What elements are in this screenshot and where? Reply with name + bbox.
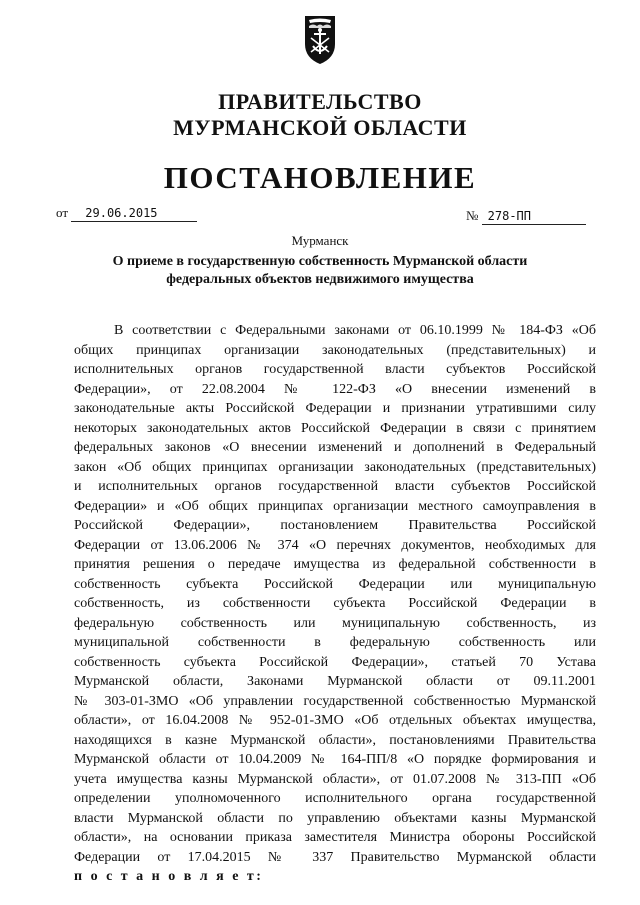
body-line: общих принципах организации законодательных (представительных) и: [74, 342, 596, 358]
organization-title-line1: ПРАВИТЕЛЬСТВО: [218, 89, 422, 114]
body-line: принятия решения о передаче имущества из федеральной собственности в: [74, 557, 596, 572]
resolution-keyword: п о с т а н о в л я е т:: [74, 869, 264, 884]
document-type-title: ПОСТАНОВЛЕНИЕ: [163, 160, 477, 195]
date-value: 29.06.2015: [71, 206, 197, 222]
organization-title-line2: МУРМАНСКОЙ ОБЛАСТИ: [173, 115, 467, 140]
body-line: Федерации» и «Об общих принципах организации местного самоуправления в: [74, 498, 596, 514]
body-line: некоторых законодательных актов Российской Федерации в связи с принятием: [74, 420, 596, 436]
body-line: Мурманской области от 10.04.2009 № 164-ПП/8 «О порядке формирования и: [74, 752, 596, 767]
body-line: собственность, из собственности субъекта Российской Федерации в: [74, 596, 596, 611]
body-line: и исполнительных органов государственной власти субъектов Российской: [74, 479, 596, 494]
body-line: законодательные акты Российской Федерации и признании утратившими силу: [74, 401, 596, 416]
body-line: определении уполномоченного исполнительного органа государственной: [74, 791, 596, 806]
body-line: закон «Об общих принципах организации законодательных (представительных): [74, 459, 596, 475]
body-line: учета имущества казны Мурманской области», от 01.07.2008 № 313-ПП «Об: [74, 771, 596, 787]
number-prefix: №: [466, 208, 479, 223]
body-line: области», от 16.04.2008 № 952-01-ЗМО «Об отдельных объектах имущества,: [74, 713, 596, 728]
body-line: Мурманской области, Законами Мурманской области от 09.11.2001: [74, 674, 596, 689]
body-line: Федерации от 13.06.2006 № 374 «О перечнях документов, необходимых для: [74, 537, 596, 553]
body-line: собственность субъекта Российской Федерации или муниципальную: [74, 576, 596, 592]
body-line: Российской Федерации», постановлением Правительства Российской: [74, 518, 596, 533]
coat-of-arms-icon: [299, 14, 341, 66]
body-line: федеральную собственность или муниципальную собственность, из: [74, 615, 596, 631]
body-line: Федерации», от 22.08.2004 № 122-ФЗ «О внесении изменений в: [74, 381, 596, 397]
body-line: находящихся в казне Мурманской области», постановлениями Правительства: [74, 732, 596, 748]
date-prefix: от: [56, 205, 69, 220]
document-date: [56, 205, 197, 222]
body-line: муниципальной собственности в федеральную собственность или: [74, 635, 596, 650]
body-line: исполнительных органов государственной власти субъектов Российской: [74, 362, 596, 377]
body-line: В соответствии с Федеральными законами от 06.10.1999 № 184-ФЗ «Об: [114, 323, 596, 338]
body-line: области», на основании приказа заместителя Министра обороны Российской: [74, 830, 596, 845]
body-line: власти Мурманской области по управлению объектами казны Мурманской: [74, 810, 596, 826]
body-line: № 303-01-ЗМО «Об управлении государственной собственностью Мурманской: [74, 693, 596, 709]
document-number: [466, 208, 586, 225]
number-value: 278-ПП: [482, 209, 586, 225]
document-body: [74, 321, 596, 887]
body-line: федеральных законов «О внесении изменений и дополнений в Федеральный: [74, 440, 596, 455]
body-line: Федерации от 17.04.2015 № 337 Правительство Мурманской области: [74, 849, 596, 865]
body-line: собственность субъекта Российской Федерации», статьей 70 Устава: [74, 654, 596, 670]
city-name: Мурманск: [291, 233, 349, 248]
subject-line1: О приеме в государственную собственность Мурманской области: [112, 254, 528, 269]
subject-line2: федеральных объектов недвижимого имущества: [166, 272, 474, 287]
